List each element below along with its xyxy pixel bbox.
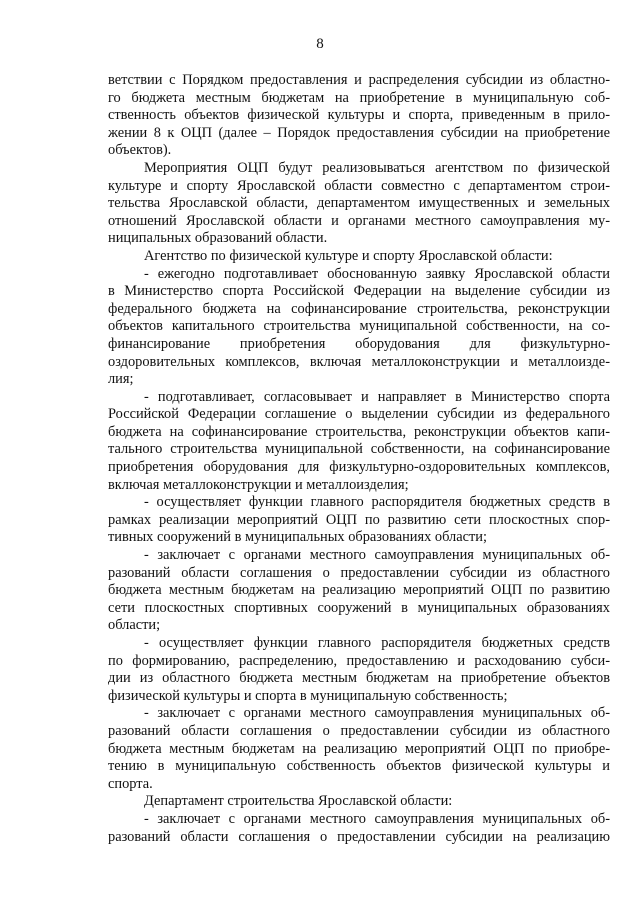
- text-line: дии из областного бюджета местным бюджетам на приобретение объектов: [108, 670, 610, 687]
- text-line: бюджета местным бюджетам на реализацию мероприятий ОЦП по развитию: [108, 582, 610, 599]
- text-line: разований области соглашения о предоставлении субсидии из областного: [108, 564, 610, 581]
- text-line: Агентство по физической культуре и спорту Ярославской области:: [144, 247, 553, 264]
- text-line: - заключает с органами местного самоуправления муниципальных об-: [144, 547, 610, 564]
- text-line: Российской Федерации соглашение о выделении субсидии из федерального: [108, 406, 610, 423]
- text-line: - заключает с органами местного самоуправления муниципальных об-: [144, 810, 610, 827]
- text-line: физической культуры и спорта в муниципальную собственность;: [108, 687, 508, 704]
- text-line: - осуществляет функции главного распорядителя бюджетных средств: [144, 635, 610, 651]
- text-line: тению в муниципальную собственность объектов физической культуры и: [108, 758, 610, 775]
- text-line: тального строительства муниципальной собственности, на софинансирование: [108, 441, 610, 458]
- body-text: [108, 72, 610, 846]
- text-line: Департамент строительства Ярославской области:: [144, 793, 453, 810]
- text-line: ниципальных образований области.: [108, 230, 328, 247]
- text-line: тельства Ярославской области, департаментом имущественных и земельных: [108, 195, 610, 212]
- text-line: - ежегодно подготавливает обоснованную заявку Ярославской области: [144, 265, 610, 282]
- text-line: спорта.: [108, 775, 153, 792]
- text-line: Мероприятия ОЦП будут реализовываться агентством по физической: [144, 159, 610, 176]
- text-line: - подготавливает, согласовывает и направляет в Министерство спорта: [144, 388, 610, 405]
- text-line: объектов капитального строительства муниципальной собственности, на со-: [108, 318, 610, 335]
- text-line: разований области соглашения о предоставлении субсидии из областного: [108, 722, 610, 739]
- page-number: 8: [316, 36, 324, 52]
- text-line: тивных сооружений в муниципальных образованиях области;: [108, 529, 488, 546]
- text-line: объектов).: [108, 142, 172, 159]
- text-line: ственность объектов физической культуры и спорта, приведенным в прило-: [108, 107, 610, 124]
- text-line: ветствии с Порядком предоставления и распределения субсидии из областно-: [108, 72, 610, 88]
- text-line: культуре и спорту Ярославской области совместно с департаментом строи-: [108, 177, 610, 194]
- text-line: - осуществляет функции главного распорядителя бюджетных средств в: [144, 494, 610, 511]
- text-line: отношений Ярославской области и органами местного самоуправления му-: [108, 212, 610, 229]
- text-line: го бюджета местным бюджетам на приобретение в муниципальную соб-: [108, 89, 610, 106]
- text-line: бюджета местным бюджетам на реализацию мероприятий ОЦП по приобре-: [108, 740, 610, 757]
- text-line: - заключает с органами местного самоуправления муниципальных об-: [144, 705, 610, 722]
- text-line: финансирование приобретения оборудования для физкультурно-: [108, 335, 610, 352]
- text-line: бюджета на софинансирование строительства, реконструкции объектов капи-: [108, 423, 610, 440]
- text-line: разований области соглашения о предоставлении субсидии на реализацию: [108, 828, 610, 845]
- text-line: приобретения оборудования для физкультурно-оздоровительных комплексов,: [108, 459, 610, 476]
- text-line: включая металлоконструкции и металлоизделия;: [108, 476, 409, 493]
- text-line: лия;: [108, 371, 134, 388]
- text-line: жении 8 к ОЦП (далее – Порядок предоставления субсидии на приобретение: [108, 124, 610, 141]
- text-line: сети плоскостных спортивных сооружений в муниципальных образованиях: [108, 599, 610, 616]
- text-line: по формированию, распределению, предоставлению и расходованию субси-: [108, 652, 610, 669]
- text-line: области;: [108, 617, 161, 634]
- text-line: рамках реализации мероприятий ОЦП по развитию сети плоскостных спор-: [108, 511, 610, 528]
- text-line: федерального бюджета на софинансирование строительства, реконструкции: [108, 300, 610, 317]
- text-line: оздоровительных комплексов, включая металлоконструкции и металлоизде-: [108, 353, 610, 370]
- text-line: в Министерство спорта Российской Федерации на выделение субсидии из: [108, 283, 610, 300]
